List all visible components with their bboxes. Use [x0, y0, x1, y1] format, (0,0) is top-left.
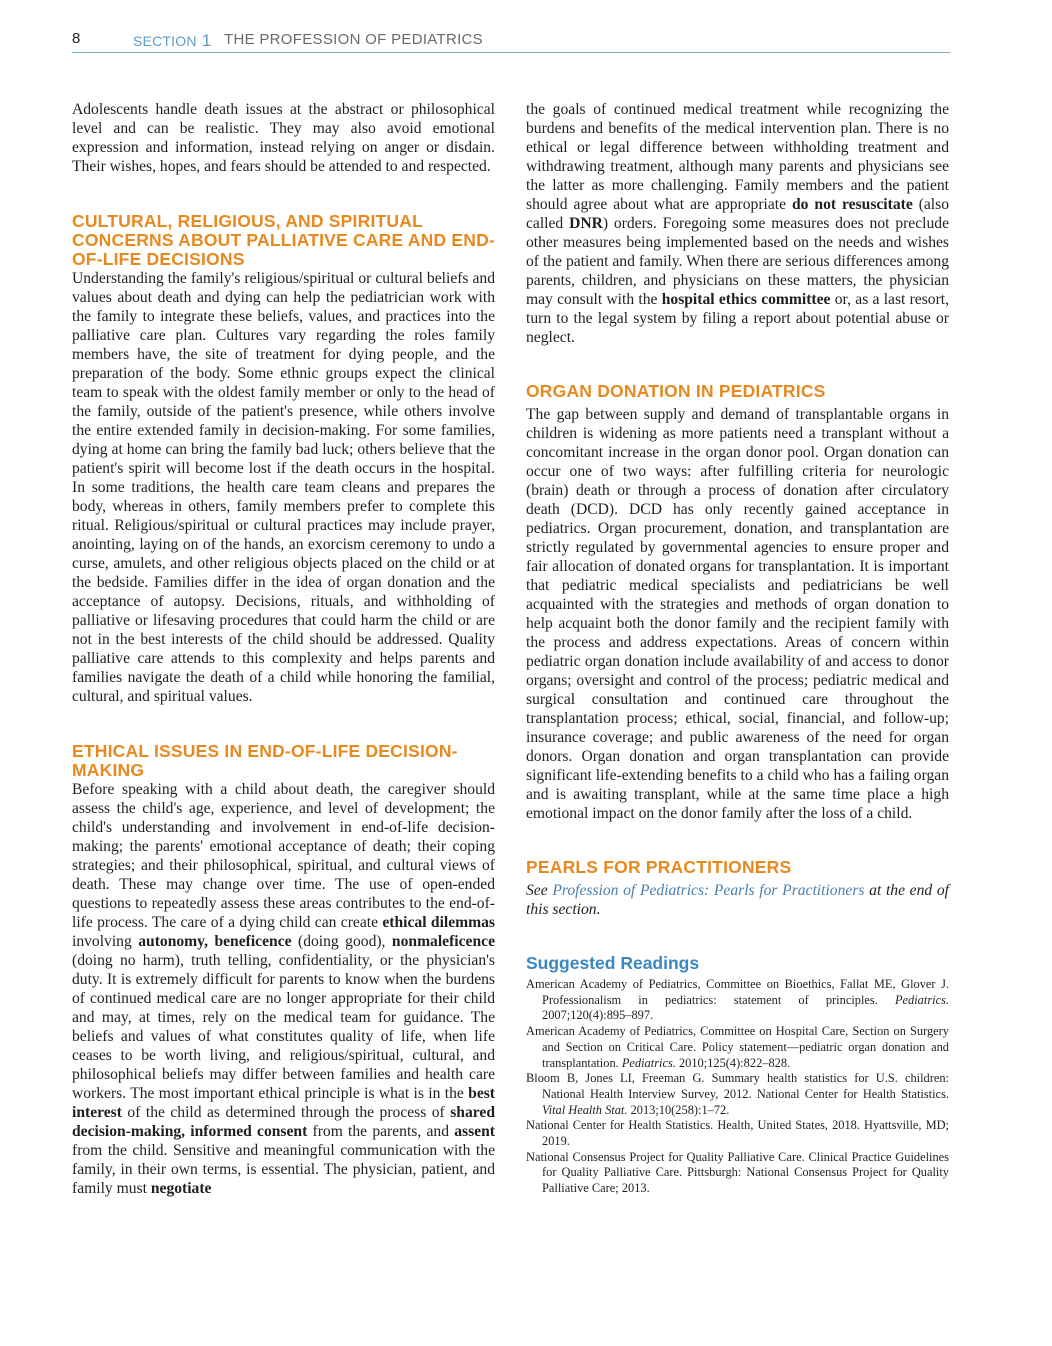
text-run: (doing good), [291, 933, 392, 950]
reference-item [526, 1150, 949, 1197]
reference-item [526, 1118, 949, 1149]
term-autonomy-beneficence: autonomy, beneficence [138, 933, 292, 950]
text-run: involving [72, 933, 139, 950]
heading-pearls: PEARLS FOR PRACTITIONERS [526, 857, 792, 877]
heading-suggested-readings: Suggested Readings [526, 953, 700, 973]
term-shared-decision-making: shared decision-making, informed consent [72, 1104, 495, 1140]
text-run: 2010;125(4):822–828. [675, 1055, 791, 1070]
text-run: American Academy of Pediatrics, Committee on Hospital Care, Section on Surgery and Section on Critical Care. Policy statement—pediatric organ donation and transplantation. [526, 1024, 949, 1070]
section-title: THE PROFESSION OF PEDIATRICS [224, 31, 483, 48]
term-assent: assent [454, 1123, 495, 1140]
organ-paragraph: The gap between supply and demand of transplantable organs in children is widening as more patients need a transplant without a concomitant increase in the organ donor pool. Organ donation can occur one of two ways: after fulfilling criteria for neurologic (brain) death or through a process of donation after circulatory death (DCD). DCD has only recently gained acceptance in pediatrics. Organ procurement, donation, and transplantation are strictly regulated by governmental agencies to ensure proper and fair allocation of donated organs for transplantation. It is important that pediatric medical specialists and pediatricians be well acquainted with the strategies and methods of organ donation to help acquaint both the donor family and the recipient family with the process and address expectations. Areas of concern within pediatric organ donation include availability of and access to donor organs; oversight and control of the process; pediatric medical and surgical consultation and continued care throughout the transplantation process; ethical, social, financial, and follow-up; insurance coverage; and public awareness of the need for organ donors. Organ donation and organ transplantation can provide significant life-extending benefits to a child who has a failing organ and is awaiting transplant, while at the same time place a high emotional impact on the donor family after the loss of a child. [526, 406, 949, 822]
text-run: from the child. Sensitive and meaningful communication with the family, in their own terms, is essential. The physician, patient, and family must [72, 1142, 495, 1197]
text-run: See [526, 882, 553, 899]
text-run: or, as a last resort, turn to the legal system by filing a report about potential abuse or neglect. [526, 291, 950, 346]
intro-paragraph: Adolescents handle death issues at the abstract or philosophical level and can be realistic. They may also avoid emotional expression and information, instead relying on anger or disdain. Their wishes, hopes, and fears should be attended to and respected. [72, 101, 495, 175]
text-run: (doing no harm), truth telling, confidentiality, or the physician's duty. It is extremely difficult for parents to know when the burdens of continued medical care are no longer appropriate for their child and may, at times, rely on the medical team for guidance. The beliefs and values of what constitutes quality of life, when life ceases to be worth living, and religious/spiritual, cultural, and philosophical beliefs may differ between families and health care workers. The most important ethical principle is what is in the [72, 952, 495, 1102]
heading-cultural-concerns: CULTURAL, RELIGIOUS, AND SPIRITUAL CONCERNS ABOUT PALLIATIVE CARE AND END-OF-LIFE DECISIONS [72, 211, 495, 269]
journal-name: Pediatrics. [894, 992, 949, 1007]
right-column [526, 100, 949, 1197]
cultural-paragraph: Understanding the family's religious/spiritual or cultural beliefs and values about death and dying can help the pediatrician work with the family to integrate these beliefs, values, and practices into the palliative care plan. Cultures vary regarding the roles family members have, the site of treatment for dying people, and the preparation of the body. Some ethnic groups expect the clinical team to speak with the oldest family member or only to the head of the family, outside of the patient's presence, while others involve the entire extended family in decision-making. For some families, dying at home can bring the family bad luck; others believe that the patient's spirit will become lost if the death occurs in the hospital. In some traditions, the health care team cleans and prepares the body, whereas in others, family members prefer to complete this ritual. Religious/spiritual or cultural practices may include prayer, anointing, laying on of the hands, an exorcism ceremony to undo a curse, amulets, and other religious objects placed on the child or at the bedside. Families differ in the idea of organ donation and the acceptance of autopsy. Decisions, rituals, and withholding of palliative or lifesaving procedures that could harm the child or are not in the best interests of the child should be addressed. Quality palliative care attends to this complexity and helps parents and families navigate the death of a child while honoring the familial, cultural, and spiritual values. [72, 270, 495, 705]
term-ethical-dilemmas: ethical dilemmas [382, 914, 496, 931]
text-run: at the end of this section. [526, 882, 949, 918]
reference-item [526, 1024, 949, 1071]
text-run: of the child as determined through the process of [121, 1104, 451, 1121]
page-number: 8 [72, 30, 81, 47]
reference-item [526, 977, 949, 1024]
text-run: American Academy of Pediatrics, Committee on Bioethics, Fallat ME, Glover J. Professionalism in pediatrics: statement of principles. [526, 977, 949, 1007]
journal-name: Vital Health Stat. [542, 1102, 628, 1117]
term-do-not-resuscitate: do not resuscitate [792, 196, 913, 213]
text-run: 2007;120(4):895–897. [542, 1008, 654, 1023]
heading-ethical-issues: ETHICAL ISSUES IN END-OF-LIFE DECISION-MAKING [72, 741, 458, 780]
section-label [133, 31, 211, 51]
term-nonmaleficence: nonmaleficence [391, 933, 495, 950]
text-run: National Center for Health Statistics. Health, United States, 2018. Hyattsville, MD; 2019. [526, 1118, 949, 1149]
section-label-text: SECTION [133, 33, 197, 49]
text-run: National Consensus Project for Quality Palliative Care. Clinical Practice Guidelines for Quality Palliative Care. Pittsburgh: National Consensus Project for Quality Palliative Care; 2013. [526, 1149, 949, 1196]
text-run: (also called [526, 196, 950, 232]
pearls-link[interactable]: Profession of Pediatrics: Pearls for Practitioners [552, 882, 865, 899]
reference-list [526, 977, 949, 1197]
left-column [72, 100, 495, 1198]
text-run: ) orders. Foregoing some measures does not preclude other measures being implemented based on the needs and wishes of the patient and family. When there are serious differences among parents, children, and physicians on these matters, the physician may consult with the [526, 215, 949, 308]
term-hospital-ethics-committee: hospital ethics committee [661, 291, 831, 308]
text-run: from the parents, and [307, 1123, 455, 1140]
text-run: Before speaking with a child about death, the caregiver should assess the child's age, experience, and level of development; the child's understanding and involvement in end-of-life decision-making; the parents' emotional acceptance of death; their coping strategies; and their philosophical, spiritual, and cultural views of death. These may change over time. The use of open-ended questions to repeatedly assess these areas contributes to the end-of-life process. The care of a dying child can create [72, 781, 495, 931]
section-number: 1 [201, 31, 212, 50]
term-dnr: DNR [569, 215, 603, 232]
reference-item [526, 1071, 949, 1118]
text-run: Bloom B, Jones LI, Freeman G. Summary health statistics for U.S. children: National Health Interview Survey, 2012. National Center for Health Statistics. [526, 1071, 949, 1101]
text-run: 2013;10(258):1–72. [627, 1102, 730, 1117]
ethical-paragraph [72, 780, 495, 1198]
text-run: the goals of continued medical treatment while recognizing the burdens and benefits of the medical intervention plan. There is no ethical or legal difference between withholding treatment and withdrawing treatment, although many parents and physicians see the latter as more challenging. Family members and the patient should agree about what are appropriate [526, 101, 949, 213]
journal-name: Pediatrics. [621, 1055, 676, 1070]
term-negotiate: negotiate [150, 1180, 212, 1197]
heading-organ-donation: ORGAN DONATION IN PEDIATRICS [526, 381, 826, 401]
continued-paragraph [526, 100, 949, 347]
term-best-interest: best interest [72, 1085, 495, 1121]
running-header [72, 30, 950, 53]
pearls-paragraph [526, 881, 949, 919]
